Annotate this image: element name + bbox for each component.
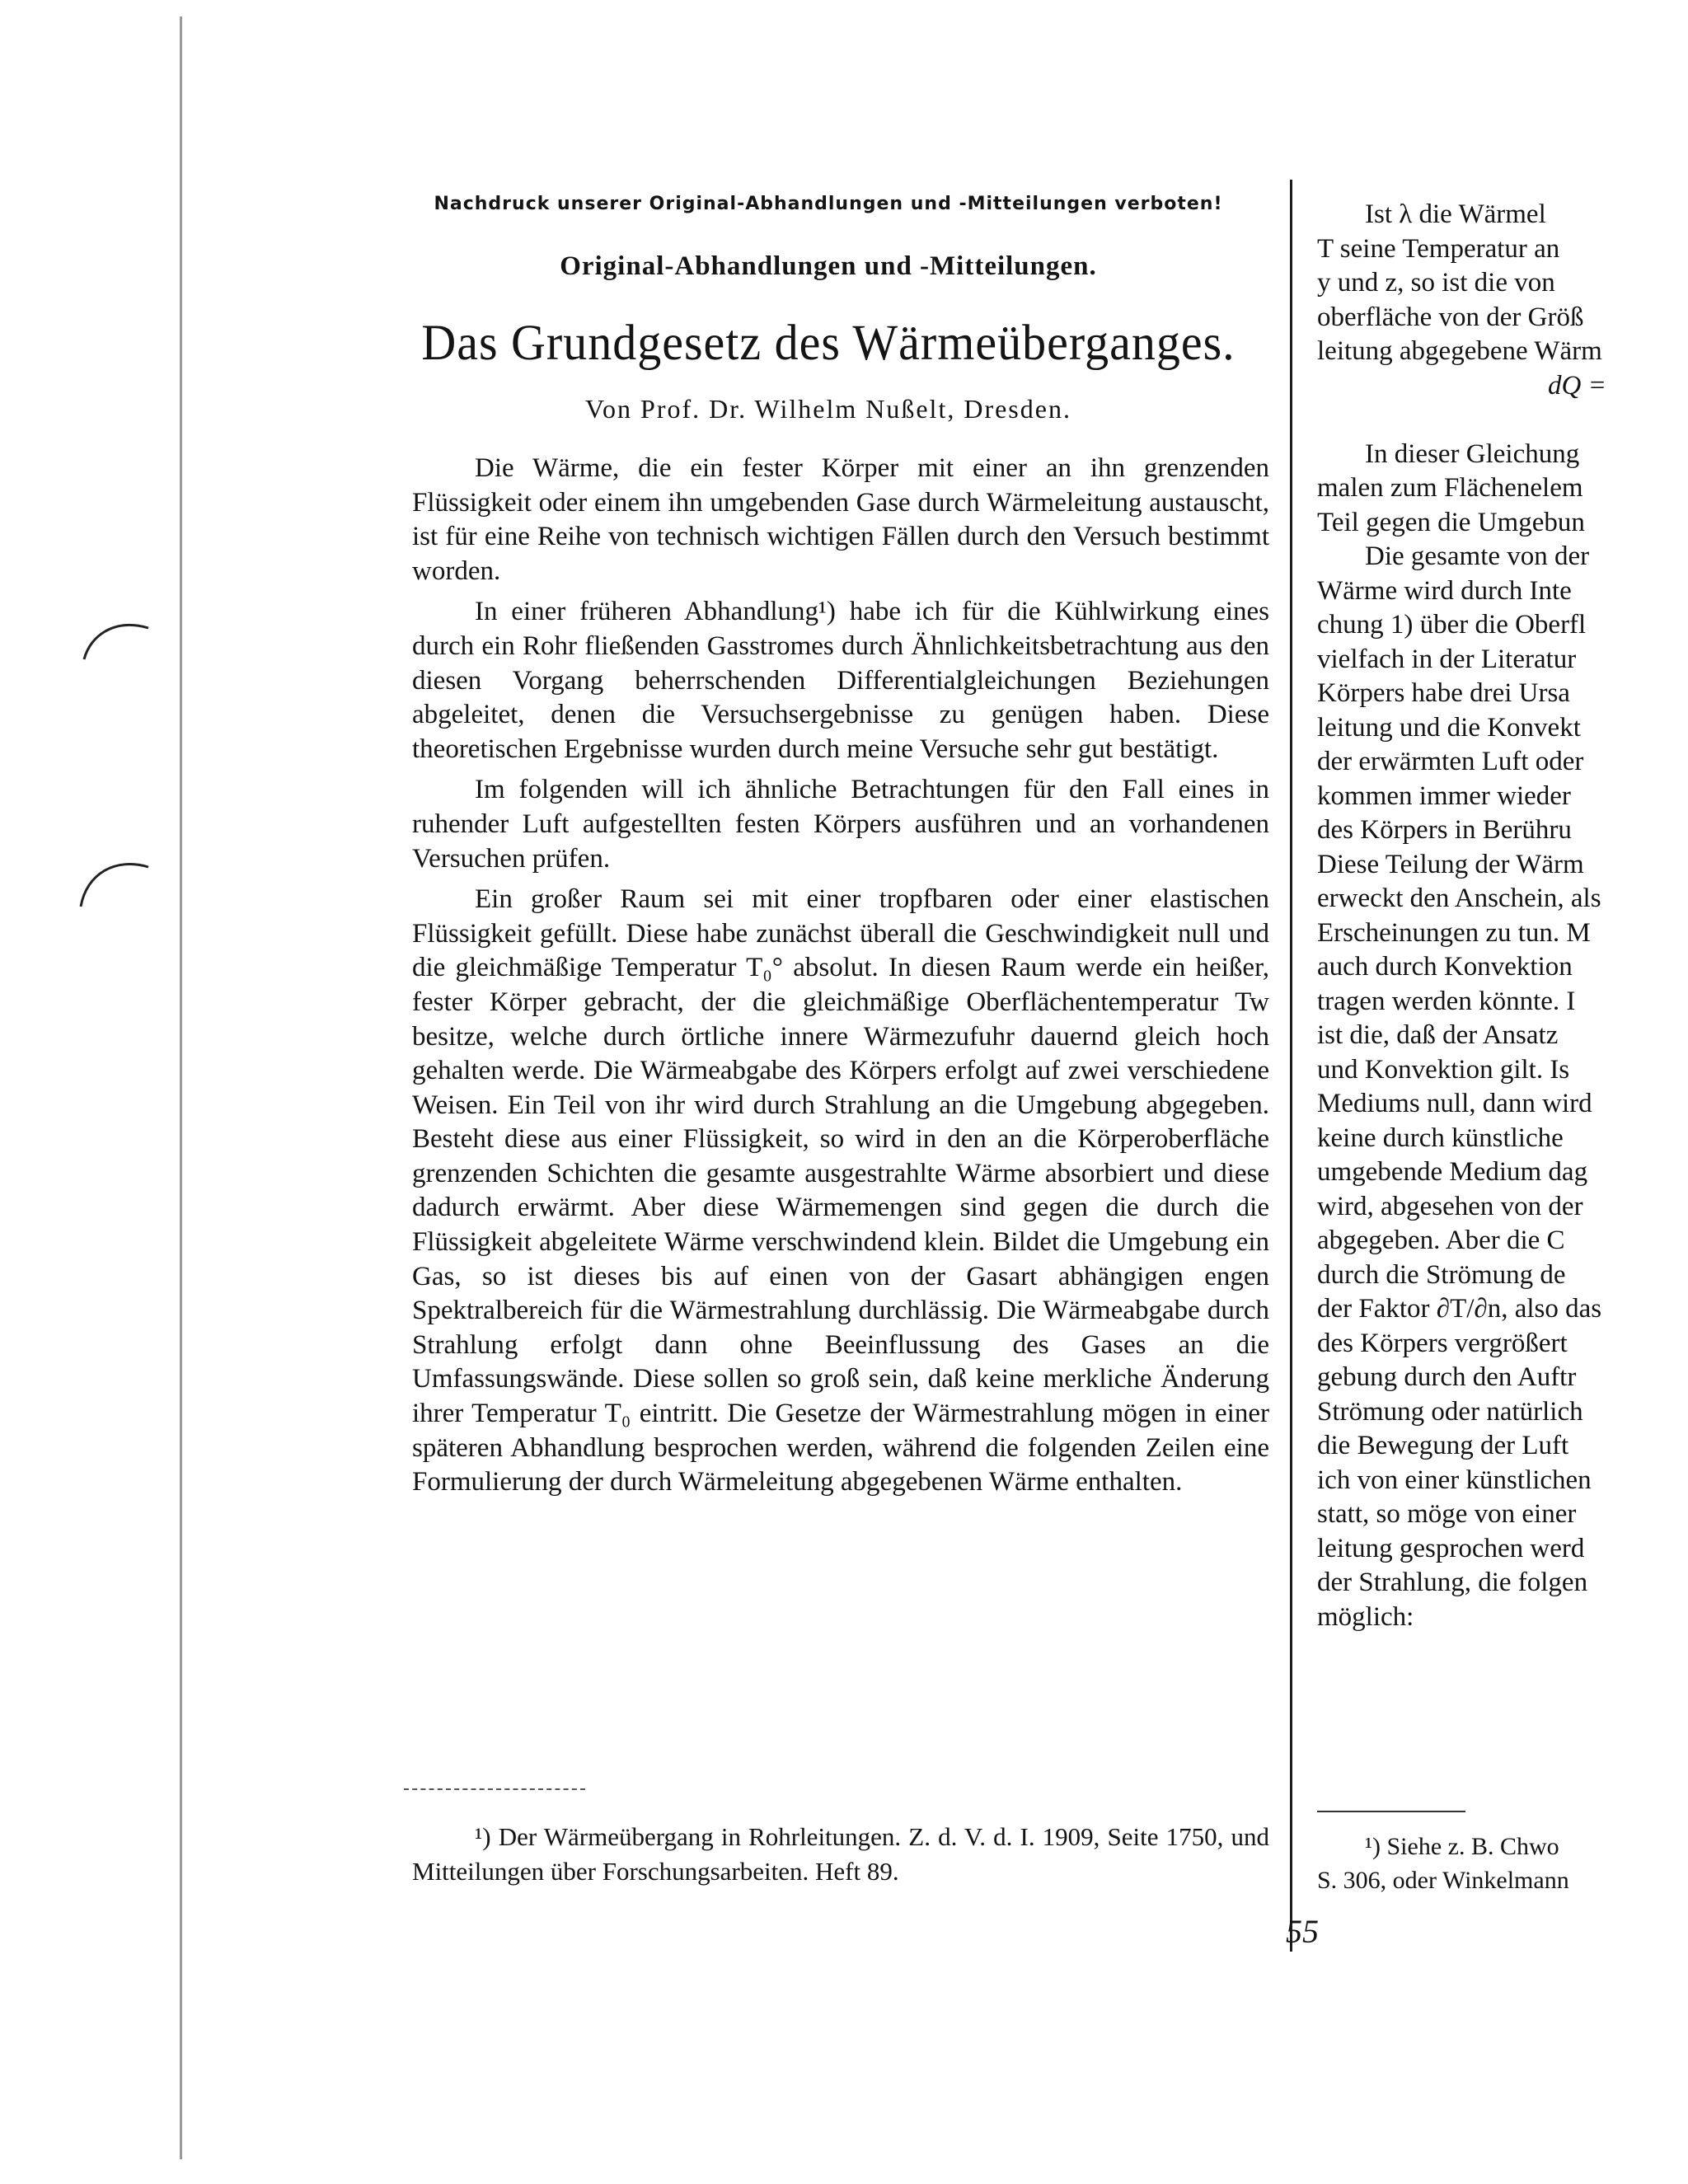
right-column-line: des Körpers vergrößert	[1317, 1328, 1568, 1358]
right-column-line: durch die Strömung de	[1317, 1259, 1566, 1290]
right-column-line: vielfach in der Literatur	[1317, 644, 1577, 674]
right-column-line: dQ =	[1548, 370, 1606, 401]
right-column-line: umgebende Medium dag	[1317, 1157, 1588, 1187]
right-column-line: wird, abgesehen von der	[1317, 1191, 1583, 1221]
paragraph: Die Wärme, die ein fester Körper mit einer an ihn grenzenden Flüssigkeit oder einem ihn umgebenden Gase durch Wärmeleitung austauscht, ist für eine Reihe von technisch wichtigen Fällen durch den Versuch bestimmt worden.	[412, 453, 1269, 586]
right-column-line: leitung und die Konvekt	[1317, 712, 1581, 743]
right-column-line: T seine Temperatur an	[1317, 233, 1560, 264]
right-column-line: oberfläche von der Größ	[1317, 302, 1584, 332]
right-column-line: ich von einer künstlichen	[1317, 1465, 1592, 1495]
footnote-right	[1317, 1830, 1663, 1897]
reprint-notice: Nachdruck unserer Original-Abhandlungen und -Mitteilungen verboten!	[434, 194, 1223, 214]
right-column-line: chung 1) über die Oberfl	[1317, 610, 1587, 640]
page-number: 55	[1286, 1913, 1319, 1950]
right-column-line: des Körpers in Berühru	[1317, 815, 1572, 845]
right-column-body	[1317, 198, 1663, 1634]
right-column-line: der erwärmten Luft oder	[1317, 747, 1584, 776]
right-column-line: Diese Teilung der Wärm	[1317, 849, 1584, 879]
right-column-line: malen zum Flächenelem	[1317, 473, 1583, 503]
right-column-line: statt, so möge von einer	[1317, 1499, 1577, 1529]
right-column-line: leitung abgegebene Wärm	[1317, 336, 1602, 366]
article-title: Das Grundgesetz des Wärmeüberganges.	[421, 314, 1236, 371]
right-column-line: erweckt den Anschein, als	[1317, 883, 1601, 913]
right-column-line	[1317, 403, 1663, 438]
right-column-line: möglich:	[1317, 1601, 1414, 1632]
right-column-line: Die gesamte von der	[1365, 541, 1590, 571]
right-column-line: y und z, so ist die von	[1317, 268, 1555, 298]
right-column-line: Strömung oder natürlich	[1317, 1396, 1583, 1427]
right-column-line: der Strahlung, die folgen	[1317, 1568, 1588, 1597]
footnote-separator	[404, 1788, 585, 1790]
right-column-line: abgegeben. Aber die C	[1317, 1226, 1565, 1255]
right-column-line: Ist λ die Wärmel	[1365, 199, 1546, 229]
right-footnote-line: S. 306, oder Winkelmann	[1317, 1867, 1569, 1894]
right-column-line: gebung durch den Auftr	[1317, 1362, 1577, 1392]
right-column-line: Körpers habe drei Ursa	[1317, 678, 1570, 708]
paragraph: Im folgenden will ich ähnliche Betrachtungen für den Fall eines in ruhender Luft aufgestellten festen Körpers ausführen und an vorhandenen Versuchen prüfen.	[412, 775, 1269, 874]
right-column-line: der Faktor ∂T/∂n, also das	[1317, 1294, 1602, 1324]
right-column-line: tragen werden könnte. I	[1317, 986, 1576, 1016]
right-column-line: und Konvektion gilt. Is	[1317, 1054, 1570, 1085]
punch-hole-marks	[66, 610, 165, 956]
column-divider	[1290, 180, 1292, 1952]
right-column-line: keine durch künstliche	[1317, 1122, 1564, 1153]
scan-edge-line	[180, 16, 182, 2159]
left-column-body	[412, 452, 1269, 1507]
section-heading: Original-Abhandlungen und -Mitteilungen.	[560, 251, 1097, 281]
right-footnote-line: ¹) Siehe z. B. Chwo	[1365, 1833, 1559, 1860]
right-column-line: leitung gesprochen werd	[1317, 1533, 1585, 1563]
right-column-line: kommen immer wieder	[1317, 780, 1571, 811]
right-column-line: In dieser Gleichung	[1365, 438, 1580, 469]
right-column-line: Mediums null, dann wird	[1317, 1089, 1592, 1118]
right-column-line: Teil gegen die Umgebun	[1317, 507, 1585, 537]
right-column-line: die Bewegung der Luft	[1317, 1431, 1569, 1460]
right-column-line: Erscheinungen zu tun. M	[1317, 917, 1591, 948]
right-column-line: Wärme wird durch Inte	[1317, 575, 1572, 606]
footnote-separator-right	[1317, 1811, 1465, 1812]
author-line: Von Prof. Dr. Wilhelm Nußelt, Dresden.	[585, 394, 1071, 424]
paragraph: Ein großer Raum sei mit einer tropfbaren oder einer elastischen Flüssigkeit gefüllt. Diese habe zunächst überall die Geschwindigkeit null und die gleichmäßige Temperatur T₀° absolut. In diesen Raum werde ein heißer, fester Körper gebracht, der die gleichmäßige Oberflächentemperatur Tw besitze, welche durch örtliche innere Wärmezufuhr dauernd gleich hoch gehalten werde. Die Wärmeabgabe des Körpers erfolgt auf zwei verschiedene Weisen. Ein Teil von ihr wird durch Strahlung an die Umgebung abgegeben. Besteht diese aus einer Flüssigkeit, so wird in den an die Körperoberfläche grenzenden Schichten die gesamte ausgestrahlte Wärme absorbiert und diese dadurch erwärmt. Aber diese Wärmemengen sind gegen die durch die Flüssigkeit abgeleitete Wärme verschwindend klein. Bildet die Umgebung ein Gas, so ist dieses bis auf einen von der Gasart abhängigen engen Spektralbereich für die Wärmestrahlung durchlässig. Die Wärmeabgabe durch Strahlung erfolgt dann ohne Beeinflussung des Gases an die Umfassungswände. Diese sollen so groß sein, daß keine merkliche Änderung ihrer Temperatur T₀ eintritt. Die Gesetze der Wärmestrahlung mögen in einer späteren Abhandlung besprochen werden, während die folgenden Zeilen eine Formulierung der durch Wärmeleitung abgegebenen Wärme enthalten.	[412, 884, 1269, 1497]
paragraph: In einer früheren Abhandlung¹) habe ich für die Kühlwirkung eines durch ein Rohr fließenden Gasstromes durch Ähnlichkeitsbetrachtung aus den diesen Vorgang beherrschenden Differentialgleichungen Beziehungen abgeleitet, denen die Versuchsergebnisse zu genügen haben. Diese theoretischen Ergebnisse wurden durch meine Versuche sehr gut bestätigt.	[412, 597, 1269, 764]
footnote-left: ¹) Der Wärmeübergang in Rohrleitungen. Z. d. V. d. I. 1909, Seite 1750, und Mitteilungen über Forschungsarbeiten. Heft 89.	[412, 1822, 1269, 1886]
right-column-line: ist die, daß der Ansatz	[1317, 1020, 1559, 1050]
right-column-line: auch durch Konvektion	[1317, 952, 1573, 982]
